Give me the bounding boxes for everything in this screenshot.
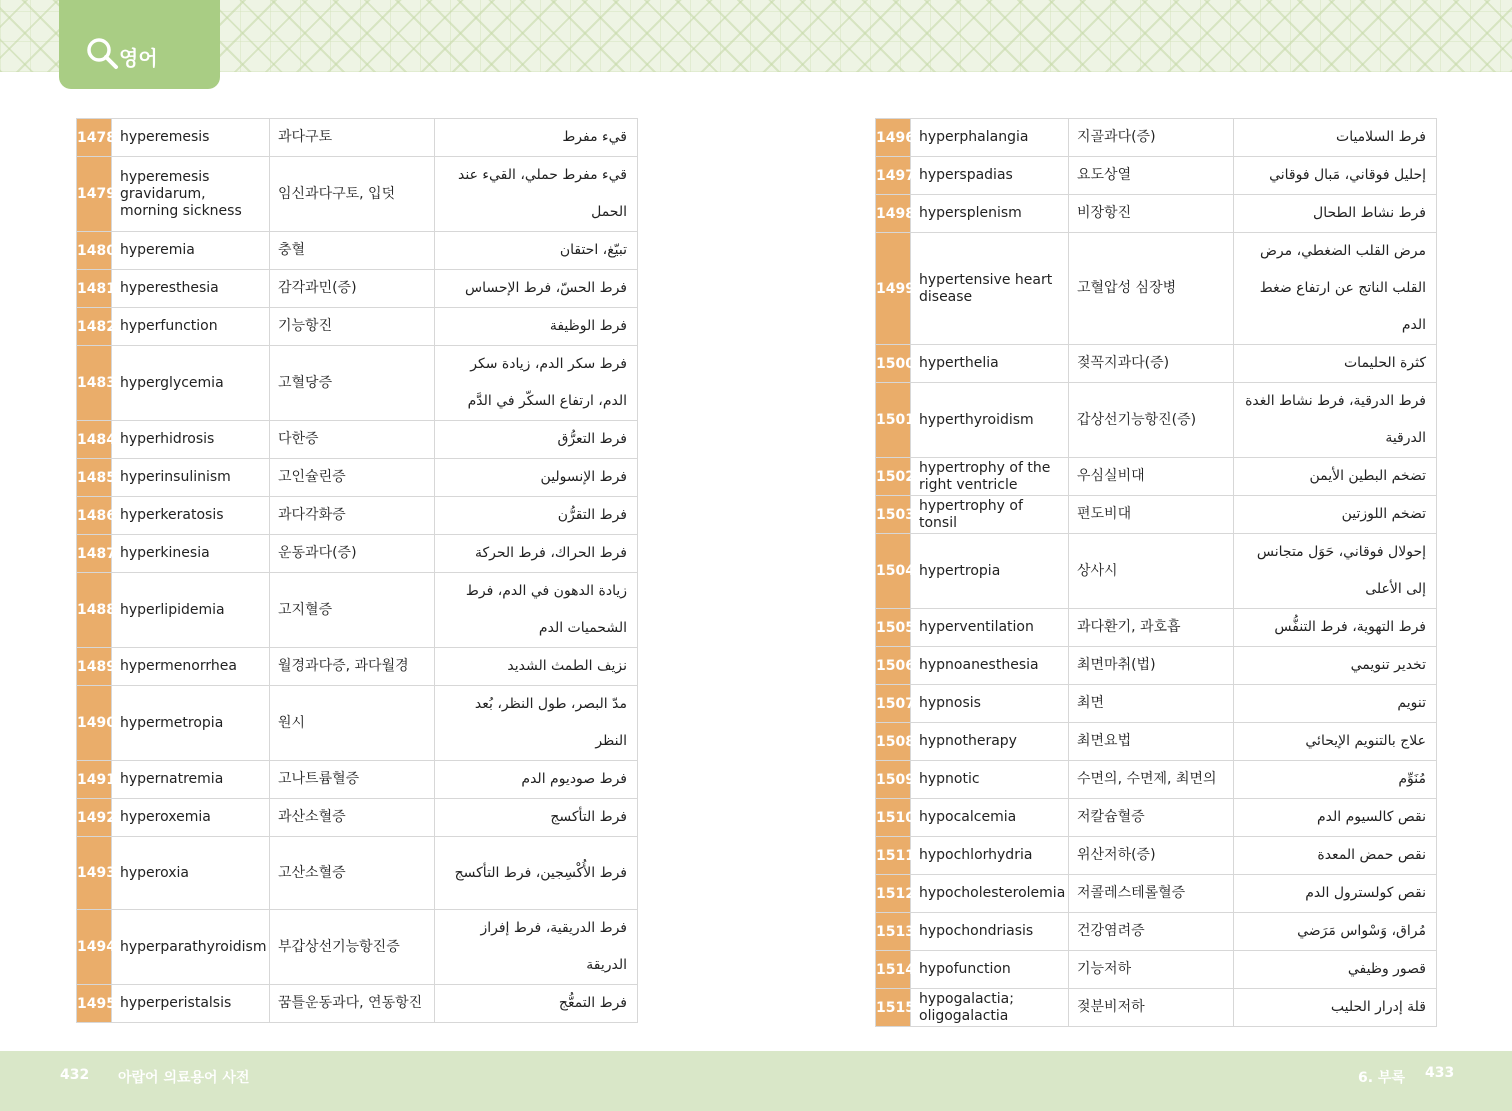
arabic-term: فرط الدرقية، فرط نشاط الغدة الدرقية: [1234, 383, 1437, 458]
entry-number: 1485: [77, 459, 112, 497]
korean-term: 고혈당증: [270, 346, 435, 421]
arabic-term: إحولال فوقاني، حَوَل متجانس إلى الأعلى: [1234, 534, 1437, 609]
section-tab-label: 영어: [119, 46, 158, 70]
table-row: [876, 345, 1437, 383]
arabic-term: مُراق، وَسْواس مَرَضي: [1234, 913, 1437, 951]
korean-term: 요도상열: [1069, 157, 1234, 195]
entry-number: 1513: [876, 913, 911, 951]
korean-term: 고나트륨혈증: [270, 761, 435, 799]
english-term: hypnotherapy: [911, 723, 1069, 761]
english-term: hypofunction: [911, 951, 1069, 989]
entry-number: 1506: [876, 647, 911, 685]
english-term: hypochlorhydria: [911, 837, 1069, 875]
korean-term: 과다환기, 과호흡: [1069, 609, 1234, 647]
korean-term: 갑상선기능항진(증): [1069, 383, 1234, 458]
english-term: hyperspadias: [911, 157, 1069, 195]
table-row: [77, 232, 638, 270]
english-term: hyperthelia: [911, 345, 1069, 383]
korean-term: 최면마취(법): [1069, 647, 1234, 685]
korean-term: 과산소혈증: [270, 799, 435, 837]
entry-number: 1498: [876, 195, 911, 233]
korean-term: 최면: [1069, 685, 1234, 723]
entry-number: 1487: [77, 535, 112, 573]
english-term: hypocholesterolemia: [911, 875, 1069, 913]
table-row: [77, 535, 638, 573]
entry-number: 1482: [77, 308, 112, 346]
entry-number: 1481: [77, 270, 112, 308]
korean-term: 고인슐린증: [270, 459, 435, 497]
entry-number: 1490: [77, 686, 112, 761]
english-term: hypochondriasis: [911, 913, 1069, 951]
entry-number: 1496: [876, 119, 911, 157]
english-term: hyperkeratosis: [112, 497, 270, 535]
english-term: hypertropia: [911, 534, 1069, 609]
left-page-number: 432: [60, 1067, 90, 1083]
arabic-term: فرط الوظيفة: [435, 308, 638, 346]
arabic-term: تضخم البطين الأيمن: [1234, 458, 1437, 496]
table-row: [876, 837, 1437, 875]
korean-term: 지골과다(증): [1069, 119, 1234, 157]
arabic-term: فرط التقرُّن: [435, 497, 638, 535]
entry-number: 1507: [876, 685, 911, 723]
korean-term: 건강염려증: [1069, 913, 1234, 951]
arabic-term: إحليل فوقاني، مَبال فوقاني: [1234, 157, 1437, 195]
table-row: [876, 913, 1437, 951]
english-term: hyperglycemia: [112, 346, 270, 421]
entry-number: 1511: [876, 837, 911, 875]
entry-number: 1500: [876, 345, 911, 383]
korean-term: 과다구토: [270, 119, 435, 157]
table-row: [876, 496, 1437, 534]
arabic-term: تخدير تنويمي: [1234, 647, 1437, 685]
table-row: [876, 233, 1437, 345]
entry-number: 1512: [876, 875, 911, 913]
table-row: [876, 875, 1437, 913]
table-row: [876, 761, 1437, 799]
entry-number: 1515: [876, 989, 911, 1027]
entry-number: 1505: [876, 609, 911, 647]
english-term: hypersplenism: [911, 195, 1069, 233]
english-term: hyperfunction: [112, 308, 270, 346]
arabic-term: فرط الدريقية، فرط إفراز الدريقة: [435, 910, 638, 985]
korean-term: 다한증: [270, 421, 435, 459]
english-term: hyperparathyroidism: [112, 910, 270, 985]
search-icon: [85, 36, 121, 72]
arabic-term: مدّ البصر، طول النظر، بُعد النظر: [435, 686, 638, 761]
english-term: hypernatremia: [112, 761, 270, 799]
korean-term: 최면요법: [1069, 723, 1234, 761]
table-row: [876, 989, 1437, 1027]
arabic-term: فرط نشاط الطحال: [1234, 195, 1437, 233]
table-row: [876, 799, 1437, 837]
table-row: [876, 383, 1437, 458]
english-term: hyperphalangia: [911, 119, 1069, 157]
arabic-term: كثرة الحليمات: [1234, 345, 1437, 383]
table-row: [77, 270, 638, 308]
korean-term: 감각과민(증): [270, 270, 435, 308]
table-row: [876, 609, 1437, 647]
entry-number: 1499: [876, 233, 911, 345]
english-term: hyperoxemia: [112, 799, 270, 837]
dictionary-table-left: [76, 118, 638, 1023]
korean-term: 꿈틀운동과다, 연동항진: [270, 985, 435, 1023]
entry-number: 1501: [876, 383, 911, 458]
table-row: [77, 837, 638, 910]
arabic-term: فرط السلاميات: [1234, 119, 1437, 157]
english-term: hypertensive heart disease: [911, 233, 1069, 345]
korean-term: 부갑상선기능항진증: [270, 910, 435, 985]
korean-term: 젖꼭지과다(증): [1069, 345, 1234, 383]
korean-term: 기능항진: [270, 308, 435, 346]
table-row: [77, 799, 638, 837]
english-term: hyperesthesia: [112, 270, 270, 308]
table-row: [77, 346, 638, 421]
entry-number: 1486: [77, 497, 112, 535]
korean-term: 운동과다(증): [270, 535, 435, 573]
english-term: hypogalactia; oligogalactia: [911, 989, 1069, 1027]
arabic-term: فرط التأكسج: [435, 799, 638, 837]
table-row: [876, 195, 1437, 233]
korean-term: 충혈: [270, 232, 435, 270]
table-row: [876, 685, 1437, 723]
table-row: [77, 459, 638, 497]
table-row: [77, 497, 638, 535]
korean-term: 고혈압성 심장병: [1069, 233, 1234, 345]
arabic-term: فرط الحراك، فرط الحركة: [435, 535, 638, 573]
arabic-term: فرط الإنسولين: [435, 459, 638, 497]
entry-number: 1480: [77, 232, 112, 270]
left-running-title: 아랍어 의료용어 사전: [118, 1070, 250, 1086]
arabic-term: فرط سكر الدم، زيادة سكر الدم، ارتفاع السكّر في الدَّم: [435, 346, 638, 421]
korean-term: 수면의, 수면제, 최면의: [1069, 761, 1234, 799]
arabic-term: تنويم: [1234, 685, 1437, 723]
table-row: [876, 458, 1437, 496]
arabic-term: فرط صوديوم الدم: [435, 761, 638, 799]
arabic-term: زيادة الدهون في الدم، فرط الشحميات الدم: [435, 573, 638, 648]
arabic-term: تضخم اللوزتين: [1234, 496, 1437, 534]
arabic-term: نزيف الطمث الشديد: [435, 648, 638, 686]
arabic-term: تبيّغ، احتقان: [435, 232, 638, 270]
english-term: hypermetropia: [112, 686, 270, 761]
entry-number: 1488: [77, 573, 112, 648]
table-row: [77, 119, 638, 157]
english-term: hyperhidrosis: [112, 421, 270, 459]
arabic-term: مُنَوِّم: [1234, 761, 1437, 799]
korean-term: 상사시: [1069, 534, 1234, 609]
korean-term: 저콜레스테롤혈증: [1069, 875, 1234, 913]
english-term: hyperemesis: [112, 119, 270, 157]
english-term: hyperinsulinism: [112, 459, 270, 497]
table-row: [77, 686, 638, 761]
korean-term: 기능저하: [1069, 951, 1234, 989]
english-term: hypocalcemia: [911, 799, 1069, 837]
table-row: [876, 951, 1437, 989]
arabic-term: فرط التعرُّق: [435, 421, 638, 459]
arabic-term: قلة إدرار الحليب: [1234, 989, 1437, 1027]
english-term: hypertrophy of tonsil: [911, 496, 1069, 534]
korean-term: 저칼슘혈증: [1069, 799, 1234, 837]
entry-number: 1502: [876, 458, 911, 496]
entry-number: 1497: [876, 157, 911, 195]
table-row: [876, 119, 1437, 157]
table-row: [77, 761, 638, 799]
arabic-term: فرط الحسّ، فرط الإحساس: [435, 270, 638, 308]
english-term: hyperlipidemia: [112, 573, 270, 648]
right-page-number: 433: [1425, 1065, 1455, 1081]
arabic-term: نقص كالسيوم الدم: [1234, 799, 1437, 837]
table-row: [876, 157, 1437, 195]
arabic-term: فرط الأُكْسِجين، فرط التأكسج: [435, 837, 638, 910]
entry-number: 1510: [876, 799, 911, 837]
arabic-term: مرض القلب الضغطي، مرض القلب الناتج عن ارتفاع ضغط الدم: [1234, 233, 1437, 345]
korean-term: 월경과다증, 과다월경: [270, 648, 435, 686]
english-term: hyperperistalsis: [112, 985, 270, 1023]
korean-term: 비장항진: [1069, 195, 1234, 233]
entry-number: 1495: [77, 985, 112, 1023]
arabic-term: فرط التمعُّج: [435, 985, 638, 1023]
korean-term: 과다각화증: [270, 497, 435, 535]
english-term: hyperkinesia: [112, 535, 270, 573]
arabic-term: قيء مفرط حملي، القيء عند الحمل: [435, 157, 638, 232]
korean-term: 젖분비저하: [1069, 989, 1234, 1027]
english-term: hyperthyroidism: [911, 383, 1069, 458]
entry-number: 1508: [876, 723, 911, 761]
arabic-term: قصور وظيفي: [1234, 951, 1437, 989]
right-running-title: 6. 부록: [1358, 1070, 1405, 1086]
entry-number: 1479: [77, 157, 112, 232]
entry-number: 1504: [876, 534, 911, 609]
entry-number: 1489: [77, 648, 112, 686]
table-row: [876, 534, 1437, 609]
table-row: [77, 648, 638, 686]
table-row: [876, 647, 1437, 685]
arabic-term: فرط التهوية، فرط التنفُّس: [1234, 609, 1437, 647]
arabic-term: نقص كولسترول الدم: [1234, 875, 1437, 913]
table-row: [876, 723, 1437, 761]
korean-term: 우심실비대: [1069, 458, 1234, 496]
table-row: [77, 157, 638, 232]
table-row: [77, 985, 638, 1023]
arabic-term: قيء مفرط: [435, 119, 638, 157]
table-row: [77, 573, 638, 648]
entry-number: 1484: [77, 421, 112, 459]
entry-number: 1491: [77, 761, 112, 799]
entry-number: 1493: [77, 837, 112, 910]
english-term: hyperventilation: [911, 609, 1069, 647]
arabic-term: نقص حمض المعدة: [1234, 837, 1437, 875]
english-term: hyperemesis gravidarum, morning sickness: [112, 157, 270, 232]
table-row: [77, 308, 638, 346]
english-term: hypnosis: [911, 685, 1069, 723]
english-term: hyperoxia: [112, 837, 270, 910]
english-term: hypnotic: [911, 761, 1069, 799]
english-term: hyperemia: [112, 232, 270, 270]
english-term: hypermenorrhea: [112, 648, 270, 686]
korean-term: 원시: [270, 686, 435, 761]
korean-term: 고지혈증: [270, 573, 435, 648]
entry-number: 1514: [876, 951, 911, 989]
header-pattern-band: [0, 0, 1512, 72]
entry-number: 1478: [77, 119, 112, 157]
korean-term: 임신과다구토, 입덧: [270, 157, 435, 232]
english-term: hypertrophy of the right ventricle: [911, 458, 1069, 496]
korean-term: 편도비대: [1069, 496, 1234, 534]
entry-number: 1492: [77, 799, 112, 837]
english-term: hypnoanesthesia: [911, 647, 1069, 685]
table-row: [77, 421, 638, 459]
korean-term: 고산소혈증: [270, 837, 435, 910]
entry-number: 1483: [77, 346, 112, 421]
table-row: [77, 910, 638, 985]
entry-number: 1494: [77, 910, 112, 985]
korean-term: 위산저하(증): [1069, 837, 1234, 875]
dictionary-table-right: [875, 118, 1437, 1027]
page-footer: [0, 1051, 1512, 1111]
section-tab[interactable]: [59, 0, 220, 89]
entry-number: 1503: [876, 496, 911, 534]
entry-number: 1509: [876, 761, 911, 799]
arabic-term: علاج بالتنويم الإيحائي: [1234, 723, 1437, 761]
